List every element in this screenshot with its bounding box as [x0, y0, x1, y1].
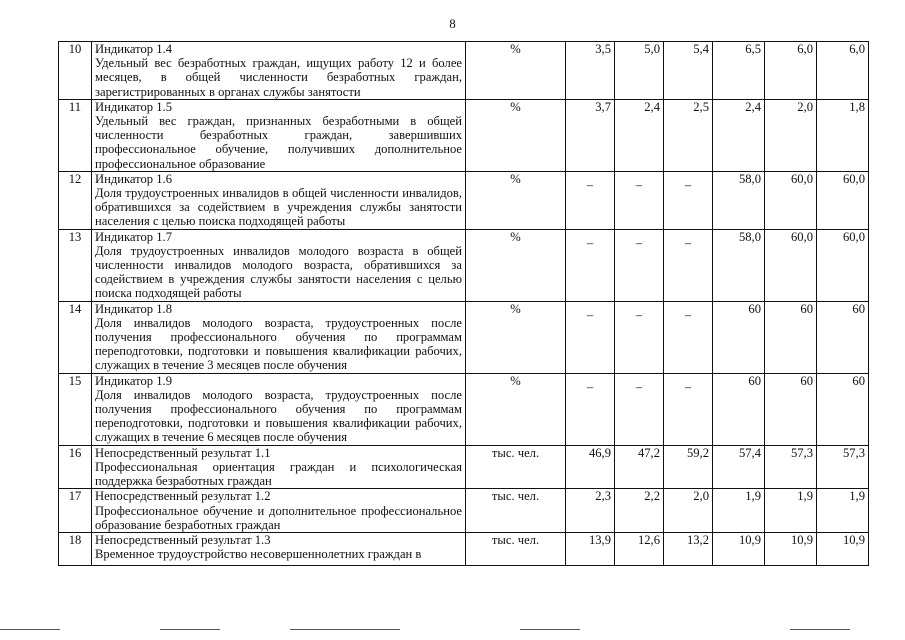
numeric-value: 2,4	[644, 99, 660, 114]
numeric-value: 60,0	[790, 171, 813, 186]
value-cell	[615, 445, 664, 489]
numeric-value: 10,9	[738, 532, 761, 547]
value-cell	[817, 532, 869, 565]
dash-value: –	[586, 235, 594, 250]
value-cell	[664, 42, 713, 100]
value-cell	[713, 229, 765, 301]
numeric-value: 1,8	[849, 99, 865, 114]
numeric-value: 10,9	[842, 532, 865, 547]
row-title: Индикатор 1.4	[95, 42, 172, 56]
numeric-value: 59,2	[686, 445, 709, 460]
value-cell	[817, 489, 869, 533]
row-number: 14	[59, 301, 92, 373]
dash-value: –	[635, 235, 643, 250]
table-row	[59, 301, 869, 373]
value-cell	[615, 301, 664, 373]
row-text: Доля трудоустроенных инвалидов молодого возраста в общей численности инвалидов молодого возраста, обратившихся за содействием в учреждения службы занятости населения с целью поиска подходящей работы	[95, 243, 462, 301]
value-cell	[713, 42, 765, 100]
row-description	[92, 373, 466, 445]
page-number: 8	[449, 16, 456, 31]
value-cell	[664, 229, 713, 301]
value-cell	[713, 489, 765, 533]
numeric-value: 60,0	[842, 171, 865, 186]
row-description	[92, 532, 466, 565]
numeric-value: 1,9	[849, 489, 865, 504]
value-cell	[566, 229, 615, 301]
row-description	[92, 171, 466, 229]
row-title: Индикатор 1.6	[95, 171, 172, 186]
row-number: 17	[59, 489, 92, 533]
numeric-value: 60,0	[790, 229, 813, 244]
table-row	[59, 489, 869, 533]
numeric-value: 60	[800, 301, 813, 316]
value-cell	[615, 229, 664, 301]
value-cell	[664, 445, 713, 489]
row-number: 11	[59, 99, 92, 171]
dash-value: –	[586, 379, 594, 394]
row-unit: тыс. чел.	[466, 445, 566, 489]
value-cell	[615, 532, 664, 565]
numeric-value: 3,7	[595, 99, 611, 114]
numeric-value: 57,3	[842, 445, 865, 460]
table-body	[59, 42, 869, 566]
row-description	[92, 99, 466, 171]
row-text: Профессиональная ориентация граждан и психологическая поддержка безработных граждан	[95, 459, 462, 489]
value-cell	[765, 532, 817, 565]
numeric-value: 3,5	[595, 42, 611, 56]
row-number: 10	[59, 42, 92, 100]
value-cell	[664, 532, 713, 565]
numeric-value: 13,9	[588, 532, 611, 547]
row-description	[92, 42, 466, 100]
numeric-value: 5,4	[693, 42, 709, 56]
value-cell	[817, 301, 869, 373]
value-cell	[664, 489, 713, 533]
row-text: Доля трудоустроенных инвалидов в общей численности инвалидов, обратившихся за содействием в учреждения службы занятости населения с целью поиска подходящей работы	[95, 186, 462, 229]
value-cell	[566, 301, 615, 373]
row-unit: тыс. чел.	[466, 489, 566, 533]
value-cell	[566, 99, 615, 171]
numeric-value: 58,0	[738, 229, 761, 244]
row-number: 15	[59, 373, 92, 445]
table-row	[59, 42, 869, 100]
value-cell	[713, 99, 765, 171]
value-cell	[664, 301, 713, 373]
table-row	[59, 171, 869, 229]
row-text: Временное трудоустройство несовершеннолетних граждан в	[95, 547, 422, 562]
numeric-value: 60	[852, 301, 865, 316]
row-text: Доля инвалидов молодого возраста, трудоустроенных после получения профессионального обучения по программам переподготовки, подготовки и повышения квалификации рабочих, служащих в течение 3 месяцев после обучения	[95, 315, 462, 373]
numeric-value: 2,2	[644, 489, 660, 504]
dash-value: –	[635, 177, 643, 192]
row-unit: %	[466, 229, 566, 301]
dash-value: –	[586, 307, 594, 322]
numeric-value: 6,0	[849, 42, 865, 56]
value-cell	[817, 99, 869, 171]
dash-value: –	[684, 177, 692, 192]
table-row	[59, 229, 869, 301]
scan-artifact-line	[290, 629, 400, 630]
value-cell	[765, 42, 817, 100]
row-text: Доля инвалидов молодого возраста, трудоустроенных после получения профессионального обучения по программам переподготовки, подготовки и повышения квалификации рабочих, служащих в течение 6 месяцев после обучения	[95, 387, 462, 445]
row-title: Индикатор 1.8	[95, 301, 172, 316]
value-cell	[615, 489, 664, 533]
row-title: Индикатор 1.9	[95, 373, 172, 388]
numeric-value: 60	[852, 373, 865, 388]
value-cell	[817, 373, 869, 445]
row-title: Индикатор 1.5	[95, 99, 172, 114]
value-cell	[765, 171, 817, 229]
numeric-value: 1,9	[797, 489, 813, 504]
row-unit: %	[466, 42, 566, 100]
row-title: Индикатор 1.7	[95, 229, 172, 244]
numeric-value: 60	[800, 373, 813, 388]
value-cell	[817, 445, 869, 489]
row-description	[92, 229, 466, 301]
indicators-table	[58, 41, 869, 566]
row-title: Непосредственный результат 1.2	[95, 489, 271, 504]
row-title: Непосредственный результат 1.3	[95, 532, 271, 547]
scan-artifact-line	[160, 629, 220, 630]
value-cell	[817, 229, 869, 301]
value-cell	[615, 373, 664, 445]
value-cell	[713, 532, 765, 565]
value-cell	[615, 99, 664, 171]
numeric-value: 46,9	[588, 445, 611, 460]
value-cell	[566, 445, 615, 489]
value-cell	[713, 301, 765, 373]
row-description	[92, 489, 466, 533]
numeric-value: 6,5	[745, 42, 761, 56]
value-cell	[615, 42, 664, 100]
numeric-value: 2,0	[693, 489, 709, 504]
numeric-value: 2,4	[745, 99, 761, 114]
value-cell	[765, 99, 817, 171]
value-cell	[817, 171, 869, 229]
value-cell	[817, 42, 869, 100]
dash-value: –	[635, 307, 643, 322]
row-number: 13	[59, 229, 92, 301]
row-description	[92, 301, 466, 373]
value-cell	[713, 445, 765, 489]
numeric-value: 2,5	[693, 99, 709, 114]
value-cell	[664, 373, 713, 445]
numeric-value: 2,3	[595, 489, 611, 504]
row-unit: %	[466, 301, 566, 373]
value-cell	[615, 171, 664, 229]
numeric-value: 57,4	[738, 445, 761, 460]
table-row	[59, 373, 869, 445]
row-text: Удельный вес граждан, признанных безработными в общей численности безработных граждан, завершивших профессиональное обучение, получивших дополнительное профессиональное образование	[95, 114, 462, 171]
numeric-value: 57,3	[790, 445, 813, 460]
dash-value: –	[635, 379, 643, 394]
row-unit: %	[466, 99, 566, 171]
numeric-value: 10,9	[790, 532, 813, 547]
row-number: 12	[59, 171, 92, 229]
numeric-value: 2,0	[797, 99, 813, 114]
value-cell	[566, 532, 615, 565]
value-cell	[765, 229, 817, 301]
numeric-value: 60,0	[842, 229, 865, 244]
row-text: Удельный вес безработных граждан, ищущих работу 12 и более месяцев, в общей численности безработных граждан, зарегистрированных в органах службы занятости	[95, 56, 462, 99]
row-description	[92, 445, 466, 489]
dash-value: –	[684, 379, 692, 394]
value-cell	[713, 171, 765, 229]
row-unit: %	[466, 171, 566, 229]
value-cell	[566, 373, 615, 445]
value-cell	[765, 445, 817, 489]
scan-artifact-line	[790, 629, 850, 630]
numeric-value: 5,0	[644, 42, 660, 56]
row-unit: %	[466, 373, 566, 445]
value-cell	[566, 489, 615, 533]
dash-value: –	[684, 307, 692, 322]
value-cell	[765, 373, 817, 445]
dash-value: –	[684, 235, 692, 250]
value-cell	[566, 171, 615, 229]
scan-artifact-line	[520, 629, 580, 630]
scan-artifact-line	[0, 629, 60, 630]
dash-value: –	[586, 177, 594, 192]
row-unit: тыс. чел.	[466, 532, 566, 565]
value-cell	[713, 373, 765, 445]
value-cell	[664, 171, 713, 229]
numeric-value: 60	[748, 301, 761, 316]
numeric-value: 13,2	[686, 532, 709, 547]
row-number: 16	[59, 445, 92, 489]
value-cell	[566, 42, 615, 100]
row-number: 18	[59, 532, 92, 565]
numeric-value: 60	[748, 373, 761, 388]
value-cell	[664, 99, 713, 171]
numeric-value: 6,0	[797, 42, 813, 56]
numeric-value: 47,2	[637, 445, 660, 460]
value-cell	[765, 301, 817, 373]
numeric-value: 12,6	[637, 532, 660, 547]
table-row	[59, 445, 869, 489]
table-row	[59, 532, 869, 565]
numeric-value: 1,9	[745, 489, 761, 504]
value-cell	[765, 489, 817, 533]
row-text: Профессиональное обучение и дополнительное профессиональное образование безработных граждан	[95, 503, 462, 532]
table-row	[59, 99, 869, 171]
row-title: Непосредственный результат 1.1	[95, 445, 271, 460]
numeric-value: 58,0	[738, 171, 761, 186]
